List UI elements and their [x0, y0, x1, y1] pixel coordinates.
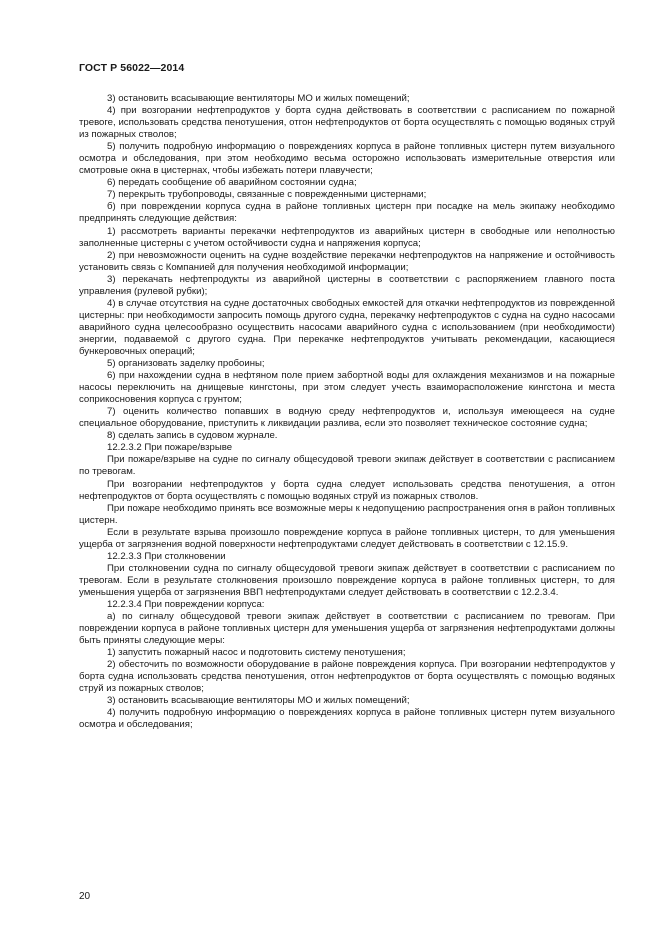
body-text: [79, 93, 615, 731]
paragraph: При столкновении судна по сигналу общесудовой тревоги экипаж действует в соответствии с расписанием по тревогам. Если в результате столкновения произошло повреждение корпуса в районе топливных цистерн, то для уменьшения ущерба от загрязнения ВВП нефтепродуктами следует действовать в соответствии с 12.2.3.4.: [79, 562, 615, 598]
paragraph: б) при повреждении корпуса судна в районе топливных цистерн при посадке на мель экипажу необходимо предпринять следующие действия:: [79, 201, 615, 225]
paragraph: 5) организовать заделку пробоины;: [107, 358, 265, 370]
paragraph: При пожаре/взрыве на судне по сигналу общесудовой тревоги экипаж действует в соответствии с расписанием по тревогам.: [79, 454, 615, 478]
paragraph: 4) при возгорании нефтепродуктов у борта судна действовать в соответствии с расписанием по пожарной тревоге, использовать средства пенотушения, отгон нефтепродуктов от борта осуществлять с помощью водяных струй из пожарных стволов;: [79, 105, 615, 141]
paragraph: 6) при нахождении судна в нефтяном поле прием забортной воды для охлаждения механизмов и на пожарные насосы переключить на днищевые кингстоны, при этом следует учесть взаиморасположение кингстона и места соприкосновения корпуса с грунтом;: [79, 370, 615, 406]
paragraph: 7) оценить количество попавших в водную среду нефтепродуктов и, используя имеющееся на судне специальное оборудование, приступить к ликвидации разлива, если это позволяет техническое состояние судна;: [79, 406, 615, 430]
paragraph: 2) обесточить по возможности оборудование в районе повреждения корпуса. При возгорании нефтепродуктов у борта судна использовать средства пенотушения, отгон нефтепродуктов от борта осуществлять с помощью водяных струй из пожарных стволов;: [79, 659, 615, 695]
paragraph: а) по сигналу общесудовой тревоги экипаж действует в соответствии с расписанием по тревогам. При повреждении корпуса в районе топливных цистерн для уменьшения ущерба от загрязнения нефтепродуктами должны быть приняты следующие меры:: [79, 611, 615, 647]
document-code-header: ГОСТ Р 56022—2014: [79, 62, 185, 74]
paragraph: Если в результате взрыва произошло повреждение корпуса в районе топливных цистерн, то для уменьшения ущерба от загрязнения водной поверхности нефтепродуктами следует действовать в соответствии с 12.15.9.: [79, 526, 615, 550]
paragraph: 8) сделать запись в судовом журнале.: [107, 430, 278, 442]
paragraph: 3) остановить всасывающие вентиляторы МО и жилых помещений;: [107, 93, 410, 104]
paragraph: 3) перекачать нефтепродукты из аварийной цистерны в соответствии с распоряжением главного поста управления (рулевой рубки);: [79, 273, 615, 297]
paragraph: 3) остановить всасывающие вентиляторы МО и жилых помещений;: [107, 695, 410, 707]
paragraph: 1) рассмотреть варианты перекачки нефтепродуктов из аварийных цистерн в свободные или неполностью заполненные цистерны с учетом остойчивости судна и напряжения корпуса;: [79, 225, 615, 249]
paragraph: При пожаре необходимо принять все возможные меры к недопущению распространения огня в район топливных цистерн.: [79, 502, 615, 526]
paragraph: При возгорании нефтепродуктов у борта судна следует использовать средства пенотушения, а отгон нефтепродуктов от борта осуществлять с помощью водяных струй из пожарных стволов.: [79, 478, 615, 502]
page-number: 20: [79, 891, 91, 902]
paragraph: 4) в случае отсутствия на судне достаточных свободных емкостей для откачки нефтепродуктов из поврежденной цистерны: при необходимости запросить помощь другого судна, перекачку нефтепродуктов с судна на судно насосами аварийного судна целесообразно осуществить насосами аварийного судна с использованием (при необходимости) энергии, подаваемой с другого судна. При перекачке нефтепродуктов учитывать рекомендации, касающиеся бункеровочных операций;: [79, 297, 615, 357]
section-heading: 12.2.3.2 При пожаре/взрыве: [107, 442, 233, 454]
paragraph: 2) при невозможности оценить на судне воздействие перекачки нефтепродуктов на напряжение и остойчивость установить связь с Компанией для получения необходимой информации;: [79, 249, 615, 273]
paragraph: 5) получить подробную информацию о повреждениях корпуса в районе топливных цистерн путем визуального осмотра и обследования, при этом необходимо весьма осторожно использовать измерительные отверстия или смотровые окна в цистернах, чтобы избежать потери плавучести;: [79, 141, 615, 177]
section-heading: 12.2.3.3 При столкновении: [107, 550, 226, 562]
paragraph: 1) запустить пожарный насос и подготовить систему пенотушения;: [107, 647, 406, 659]
paragraph: 6) передать сообщение об аварийном состоянии судна;: [107, 177, 357, 189]
section-heading: 12.2.3.4 При повреждении корпуса:: [107, 598, 265, 610]
paragraph: 4) получить подробную информацию о повреждениях корпуса в районе топливных цистерн путем визуального осмотра и обследования;: [79, 707, 615, 731]
paragraph: 7) перекрыть трубопроводы, связанные с поврежденными цистернами;: [107, 189, 427, 201]
